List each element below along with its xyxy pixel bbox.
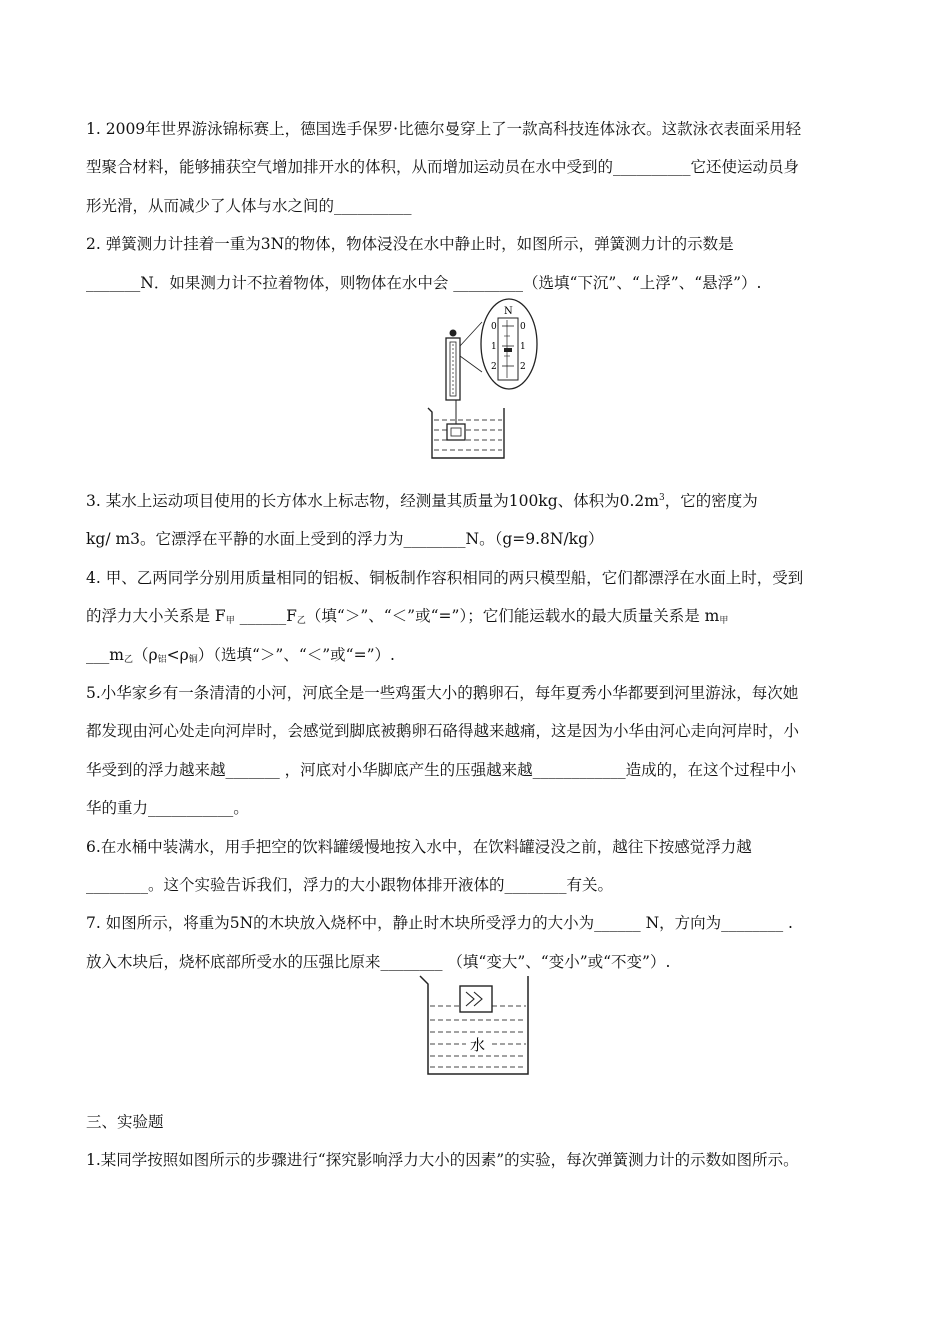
q4-line-3: $\_\_\_m_乙(\rho_铝<\rho_铜)$（选填“＞”、“＜”或“=”）. <box>86 646 395 665</box>
scale-tick-1-right: 1 <box>520 342 526 352</box>
q1-line-3: 形光滑，从而减少了人体与水之间的__________ <box>86 197 412 215</box>
scale-tick-2-right: 2 <box>520 362 526 372</box>
q5-line-3: 华受到的浮力越来越_______ ，河底对小华脚底产生的压强越来越____________造成的，在这个过程中小 <box>86 761 797 779</box>
scale-tick-2-left: 2 <box>491 362 497 372</box>
q6-line-2: ________。这个实验告诉我们，浮力的大小跟物体排开液体的________有关。 <box>86 876 614 894</box>
q5-line-4: 华的重力___________。 <box>86 799 249 817</box>
q1-line-1: 1. 2009年世界游泳锦标赛上，德国选手保罗·比德尔曼穿上了一款高科技连体泳衣。这款泳衣表面采用轻 <box>86 120 802 138</box>
section-3-title: 三、实验题 <box>86 1113 164 1131</box>
q4-line-2: 的浮力大小关系是 $F_甲$ $\_\_\_\_\_\_F_乙$（填“＞”、“＜”或“=”）；它们能运载水的最大质量关系是 $m_甲$ <box>86 607 729 626</box>
scale-tick-0-right: 0 <box>520 322 526 332</box>
q3-line-1: 3. 某水上运动项目使用的长方体水上标志物，经测量其质量为100kg、体积为$0.2m^3$，它的密度为 <box>86 492 758 510</box>
q3-line-2: kg/ m3。它漂浮在平静的水面上受到的浮力为________N。（g=9.8N/kg） <box>86 530 604 548</box>
q7-line-2: 放入木块后，烧杯底部所受水的压强比原来________ （填“变大”、“变小”或“不变”）. <box>86 953 671 971</box>
scale-tick-1-left: 1 <box>491 342 497 352</box>
water-label: 水 <box>470 1036 486 1054</box>
q5-line-2: 都发现由河心处走向河岸时，会感觉到脚底被鹅卵石硌得越来越痛，这是因为小华由河心走向河岸时，小 <box>86 722 800 740</box>
scale-tick-0-left: 0 <box>491 322 497 332</box>
q2-line-2: _______N．如果测力计不拉着物体，则物体在水中会 _________（选填“下沉”、“上浮”、“悬浮”）. <box>86 274 762 292</box>
scale-unit-label: N <box>504 306 513 317</box>
section-3-q1: 1.某同学按照如图所示的步骤进行“探究影响浮力大小的因素”的实验，每次弹簧测力计的示数如图所示。 <box>86 1151 799 1169</box>
q2-line-1: 2. 弹簧测力计挂着一重为3N的物体，物体浸没在水中静止时，如图所示，弹簧测力计的示数是 <box>86 235 734 253</box>
q6-line-1: 6.在水桶中装满水，用手把空的饮料罐缓慢地按入水中，在饮料罐浸没之前，越往下按感觉浮力越 <box>86 838 752 856</box>
q4-line-1: 4. 甲、乙两同学分别用质量相同的铝板、铜板制作容积相同的两只模型船，它们都漂浮在水面上时，受到 <box>86 569 804 587</box>
spring-scale-figure <box>420 296 550 462</box>
beaker-block-figure <box>418 970 536 1078</box>
q5-line-1: 5.小华家乡有一条清清的小河，河底全是一些鸡蛋大小的鹅卵石，每年夏秀小华都要到河里游泳，每次她 <box>86 684 799 702</box>
q1-line-2: 型聚合材料，能够捕获空气增加排开水的体积，从而增加运动员在水中受到的__________它还使运动员身 <box>86 158 800 176</box>
q7-line-1: 7. 如图所示，将重为5N的木块放入烧杯中，静止时木块所受浮力的大小为______ N，方向为________ . <box>86 914 793 932</box>
